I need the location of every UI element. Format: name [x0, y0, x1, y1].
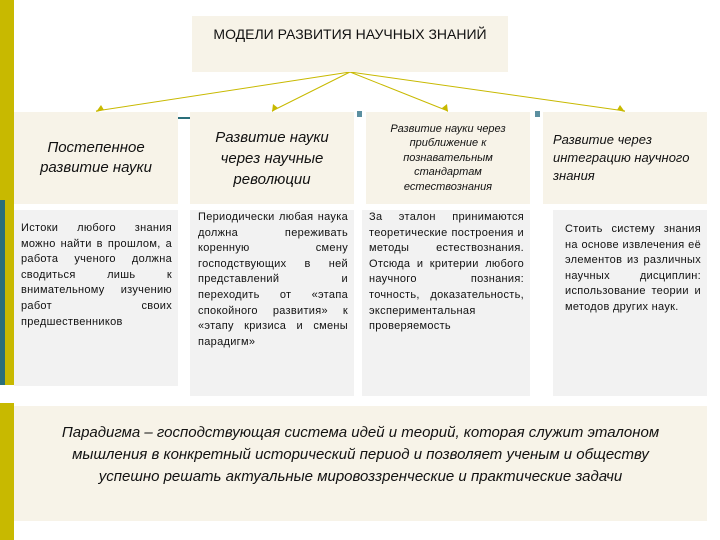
model-heading-gradual	[14, 112, 178, 204]
connector-line-3	[350, 72, 448, 111]
model-description-natural-science: За эталон принимаются теоретические построения и методы естествознания. Отсюда и критерии любого научного познания: точность, доказательность, экспериментальная проверяемость	[362, 210, 530, 396]
model-heading-revolutions	[190, 112, 354, 204]
model-heading-text: Развитие через интеграцию научного знания	[553, 132, 690, 183]
model-description-gradual: Истоки любого знания можно найти в прошлом, а работа ученого должна сводиться лишь к внимательному изучению работ своих предшественников	[14, 210, 178, 386]
diagram-title: МОДЕЛИ РАЗВИТИЯ НАУЧНЫХ ЗНАНИЙ	[192, 16, 508, 72]
model-description-revolutions: Периодически любая наука должна переживать коренную смену господствующих в ней представлений и переходить от «этапа спокойного развития» к «этапу кризиса и смены парадигм»	[190, 210, 354, 396]
model-heading-text: Постепенное развитие науки	[40, 139, 152, 176]
arrowhead-4	[617, 105, 625, 112]
divider-marker	[535, 111, 540, 117]
paradigm-definition: Парадигма – господствующая система идей и теорий, которая служит эталоном мышления в конкретный исторический период и позволяет ученым и обществу успешно решать актуальные мировоззренческие и практические задачи	[14, 406, 707, 521]
arrowhead-1	[96, 105, 104, 112]
model-heading-integration	[543, 112, 707, 204]
divider-marker	[357, 111, 362, 117]
arrowhead-2	[272, 104, 278, 112]
model-heading-natural-science	[366, 112, 530, 204]
model-description-integration: Стоить систему знания на основе извлечения её элементов из различных научных дисциплин: использование теории и методов других наук.	[553, 210, 707, 396]
model-heading-text: Развитие науки через научные революции	[215, 128, 329, 188]
connector-line-4	[350, 72, 625, 111]
model-heading-text: Развитие науки через приближение к познавательным стандартам естествознания	[390, 122, 506, 193]
arrowhead-3	[442, 104, 448, 112]
